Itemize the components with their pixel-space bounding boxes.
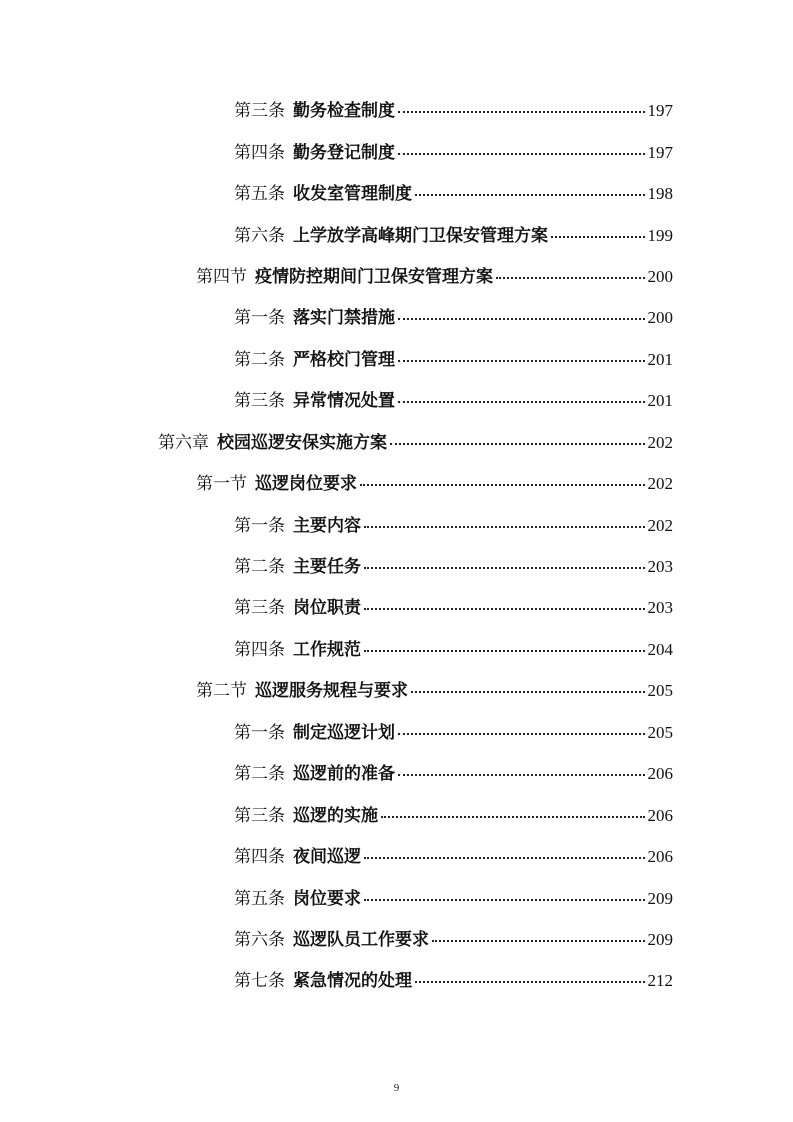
toc-entry-inner	[234, 345, 673, 370]
toc-entry-inner	[234, 179, 673, 204]
toc-entry-page: 201	[647, 391, 673, 411]
toc-entry-inner	[234, 635, 673, 660]
toc-entry-page: 200	[647, 266, 673, 286]
toc-entry[interactable]	[0, 710, 793, 751]
dot-leader	[364, 567, 645, 569]
toc-entry-title: 岗位要求	[293, 888, 361, 909]
toc-entry-page: 206	[647, 764, 673, 784]
toc-entry[interactable]	[0, 585, 793, 626]
dot-leader	[496, 277, 645, 279]
table-of-contents	[0, 88, 793, 1000]
toc-entry-title: 巡逻服务规程与要求	[255, 681, 408, 702]
dot-leader	[398, 318, 645, 320]
toc-entry-title: 主要任务	[293, 557, 361, 578]
toc-entry-page: 197	[647, 142, 673, 162]
toc-entry-page: 205	[647, 722, 673, 742]
toc-entry-label: 第六条	[234, 929, 285, 950]
toc-entry-label: 第五条	[234, 184, 285, 205]
dot-leader	[398, 111, 645, 113]
toc-entry[interactable]	[0, 751, 793, 792]
toc-entry-inner	[158, 428, 673, 453]
dot-leader	[398, 401, 645, 403]
toc-entry-label: 第四条	[234, 847, 285, 868]
toc-entry-page: 206	[647, 805, 673, 825]
toc-entry-label: 第三条	[234, 101, 285, 122]
toc-entry-page: 199	[647, 225, 673, 245]
toc-entry-label: 第二条	[234, 557, 285, 578]
dot-leader	[551, 236, 645, 238]
toc-entry[interactable]	[0, 668, 793, 709]
toc-entry-inner	[234, 925, 673, 950]
toc-entry-title: 岗位职责	[293, 598, 361, 619]
toc-entry-label: 第四条	[234, 142, 285, 163]
toc-entry-title: 制定巡逻计划	[293, 722, 395, 743]
toc-entry-title: 巡逻队员工作要求	[293, 929, 429, 950]
toc-entry-title: 落实门禁措施	[293, 308, 395, 329]
toc-entry-inner	[234, 718, 673, 743]
toc-entry-inner	[234, 966, 673, 991]
toc-entry-inner	[234, 842, 673, 867]
dot-leader	[415, 194, 645, 196]
toc-entry-inner	[196, 469, 673, 494]
toc-entry-label: 第七条	[234, 971, 285, 992]
dot-leader	[360, 484, 645, 486]
toc-entry-page: 202	[647, 515, 673, 535]
dot-leader	[364, 899, 645, 901]
toc-entry-label: 第一节	[196, 474, 247, 495]
toc-entry[interactable]	[0, 295, 793, 336]
toc-entry-title: 勤务检查制度	[293, 101, 395, 122]
toc-entry-page: 205	[647, 681, 673, 701]
toc-entry-page: 204	[647, 639, 673, 659]
toc-entry[interactable]	[0, 88, 793, 129]
toc-entry[interactable]	[0, 502, 793, 543]
toc-entry-label: 第一条	[234, 308, 285, 329]
dot-leader	[432, 940, 645, 942]
toc-entry-inner	[234, 138, 673, 163]
toc-entry-inner	[234, 511, 673, 536]
toc-entry-inner	[196, 262, 673, 287]
toc-entry-label: 第五条	[234, 888, 285, 909]
toc-entry[interactable]	[0, 337, 793, 378]
toc-entry-title: 疫情防控期间门卫保安管理方案	[255, 266, 493, 287]
toc-entry-inner	[234, 552, 673, 577]
toc-entry-title: 巡逻的实施	[293, 805, 378, 826]
toc-entry-title: 校园巡逻安保实施方案	[217, 432, 387, 453]
toc-entry-label: 第二条	[234, 349, 285, 370]
toc-entry-page: 198	[647, 184, 673, 204]
toc-entry-inner	[234, 884, 673, 909]
toc-entry-title: 工作规范	[293, 639, 361, 660]
toc-entry[interactable]	[0, 461, 793, 502]
toc-entry[interactable]	[0, 834, 793, 875]
toc-entry[interactable]	[0, 792, 793, 833]
toc-entry-title: 上学放学高峰期门卫保安管理方案	[293, 225, 548, 246]
toc-entry-label: 第四节	[196, 266, 247, 287]
toc-entry-page: 201	[647, 349, 673, 369]
toc-entry[interactable]	[0, 378, 793, 419]
dot-leader	[381, 816, 645, 818]
toc-entry[interactable]	[0, 171, 793, 212]
dot-leader	[390, 443, 645, 445]
toc-entry-inner	[234, 221, 673, 246]
toc-entry-label: 第二节	[196, 681, 247, 702]
dot-leader	[364, 857, 645, 859]
toc-entry-page: 212	[647, 971, 673, 991]
toc-entry-label: 第三条	[234, 805, 285, 826]
toc-entry-title: 巡逻前的准备	[293, 764, 395, 785]
toc-entry-page: 203	[647, 598, 673, 618]
toc-entry[interactable]	[0, 917, 793, 958]
toc-entry-page: 197	[647, 101, 673, 121]
toc-entry-label: 第二条	[234, 764, 285, 785]
page-number: 9	[393, 1082, 400, 1094]
toc-entry-inner	[234, 96, 673, 121]
toc-entry[interactable]	[0, 627, 793, 668]
toc-entry-title: 夜间巡逻	[293, 847, 361, 868]
toc-entry-label: 第三条	[234, 391, 285, 412]
dot-leader	[364, 650, 645, 652]
toc-entry-page: 209	[647, 888, 673, 908]
toc-entry[interactable]	[0, 875, 793, 916]
toc-entry-label: 第一条	[234, 515, 285, 536]
toc-entry[interactable]	[0, 544, 793, 585]
toc-entry-inner	[234, 303, 673, 328]
toc-entry-page: 203	[647, 557, 673, 577]
dot-leader	[415, 981, 645, 983]
toc-entry-title: 收发室管理制度	[293, 184, 412, 205]
toc-entry-inner	[234, 759, 673, 784]
toc-entry-title: 勤务登记制度	[293, 142, 395, 163]
toc-entry[interactable]	[0, 212, 793, 253]
toc-entry-inner	[234, 593, 673, 618]
toc-entry-label: 第一条	[234, 722, 285, 743]
toc-entry-page: 202	[647, 474, 673, 494]
toc-entry-page: 200	[647, 308, 673, 328]
dot-leader	[398, 153, 645, 155]
toc-entry-inner	[196, 676, 673, 701]
toc-entry[interactable]	[0, 254, 793, 295]
toc-entry-label: 第四条	[234, 639, 285, 660]
toc-entry-page: 202	[647, 432, 673, 452]
toc-entry-page: 209	[647, 929, 673, 949]
toc-entry-title: 紧急情况的处理	[293, 971, 412, 992]
dot-leader	[398, 360, 645, 362]
toc-entry-title: 严格校门管理	[293, 349, 395, 370]
toc-entry-page: 206	[647, 847, 673, 867]
dot-leader	[398, 733, 645, 735]
toc-entry-title: 主要内容	[293, 515, 361, 536]
toc-entry-title: 巡逻岗位要求	[255, 474, 357, 495]
dot-leader	[411, 691, 645, 693]
toc-entry-inner	[234, 801, 673, 826]
toc-entry-label: 第三条	[234, 598, 285, 619]
toc-entry-label: 第六章	[158, 432, 209, 453]
toc-entry[interactable]	[0, 420, 793, 461]
dot-leader	[364, 608, 645, 610]
toc-entry-title: 异常情况处置	[293, 391, 395, 412]
toc-entry[interactable]	[0, 958, 793, 999]
dot-leader	[398, 774, 645, 776]
dot-leader	[364, 526, 645, 528]
toc-entry[interactable]	[0, 129, 793, 170]
toc-entry-label: 第六条	[234, 225, 285, 246]
toc-entry-inner	[234, 386, 673, 411]
